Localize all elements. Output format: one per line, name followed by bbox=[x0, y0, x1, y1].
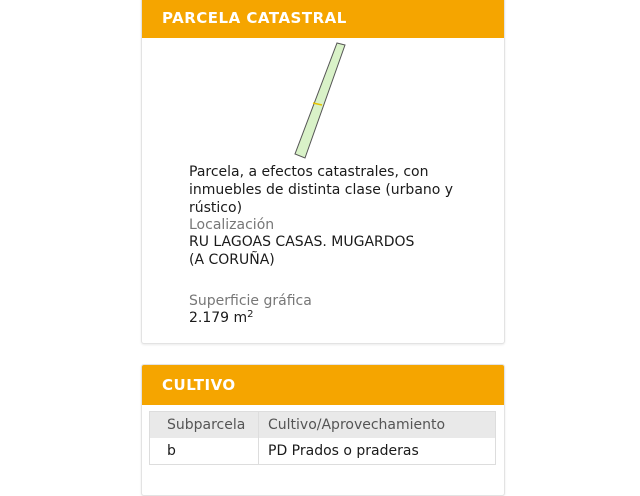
parcel-map-shape[interactable] bbox=[292, 41, 362, 161]
superficie-exponent: 2 bbox=[247, 309, 254, 320]
header-subparcela: Subparcela bbox=[150, 412, 259, 438]
parcela-catastral-panel bbox=[141, 0, 505, 344]
parcela-catastral-title: PARCELA CATASTRAL bbox=[142, 0, 504, 38]
cell-subparcela: b bbox=[150, 438, 259, 464]
cultivo-table bbox=[149, 411, 496, 465]
superficie-label: Superficie gráfica bbox=[189, 293, 312, 309]
superficie-value bbox=[189, 309, 254, 327]
parcela-description: Parcela, a efectos catastrales, con inmuebles de distinta clase (urbano y rústico) bbox=[189, 164, 454, 216]
parcel-polygon bbox=[295, 43, 345, 158]
cultivo-panel bbox=[141, 364, 505, 496]
superficie-number: 2.179 m bbox=[189, 310, 248, 326]
table-header-row bbox=[150, 412, 495, 438]
header-cultivo: Cultivo/Aprovechamiento bbox=[259, 412, 496, 438]
localizacion-label: Localización bbox=[189, 217, 275, 233]
cell-cultivo: PD Prados o praderas bbox=[268, 443, 419, 459]
localizacion-value: RU LAGOAS CASAS. MUGARDOS (A CORUÑA) bbox=[189, 234, 415, 268]
cultivo-title: CULTIVO bbox=[142, 365, 504, 405]
table-row bbox=[150, 438, 495, 464]
